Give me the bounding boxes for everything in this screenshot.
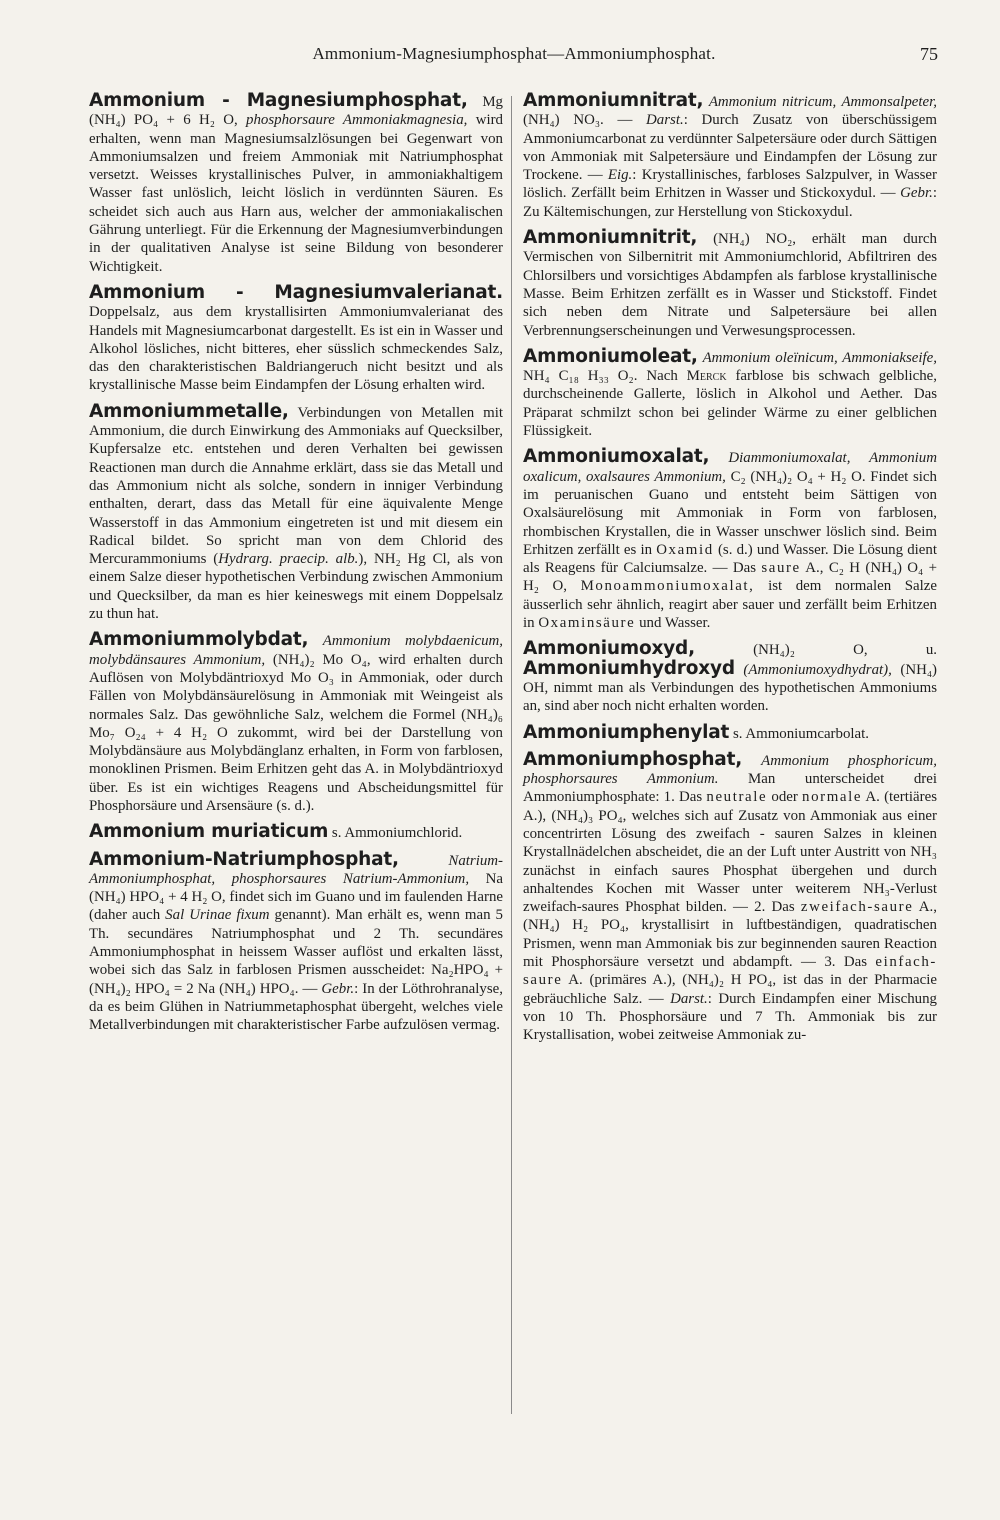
headword: Ammoniumnitrat, — [523, 90, 704, 111]
entry-text: Verbindungen von Metallen mit Ammonium, die durch Einwirkung des Ammoniaks auf Quecksilber, Kupfersalze etc. entstehen und deren Verhalten bei gewissen Reactionen man durch die Annahme erklärt, dass sie das Metall und das Ammonium nicht als solche, sondern in inniger Verbindung enthalten, derart, dass das Metall für eine äquivalente Menge Wasserstoff in das Ammonium eingetreten ist und mit diesem ein Radical bildet. So spricht man von dem Chlorid des Mercurammoniums ( — [89, 404, 503, 568]
entry-text: Nach — [646, 368, 678, 385]
synonym: Ammonium molybdaenicum, molybdänsaures Ammonium, — [89, 633, 503, 668]
entry-text: A., C₂ H (NH₄) O₄ + H₂ O, — [523, 560, 937, 595]
headword: Ammonium-Natriumphosphat, — [89, 848, 399, 870]
entry-text: ), NH₂ Hg Cl, als von einem Salze dieser hypothetischen Verbindung zwischen Ammonium und Quecksilber, da man es hier keineswegs mit einem Doppelsalz zu thun hat. — [89, 551, 503, 623]
headword: Ammoniumphenylat — [523, 721, 730, 743]
label-darst: Darst. — [646, 112, 684, 129]
formula: (NH₄)₂ Mo O₄, — [272, 651, 371, 668]
entry-text: A., (NH₄) H₂ PO₄, krystallisirt in luftbeständigen, quadratischen Prismen, wenn man Ammoniak bis zur beginnenden sauren Reaction mit Phosphorsäure versetzt und abdampft. — 3. Das — [523, 899, 937, 971]
spaced-term: zweifach-saure — [800, 899, 914, 916]
entry-ammonium-natriumphosphat — [89, 848, 504, 1035]
entry-text: : Zu Kältemischungen, zur Herstellung von Stickoxydul. — [523, 185, 937, 220]
synonym: Ammonium oleïnicum, Ammoniakseife, — [702, 349, 937, 366]
entry-text: s. Ammoniumchlorid. — [331, 825, 463, 842]
entry-ammonium-magnesiumvalerianat — [89, 281, 503, 395]
spaced-term: neutrale — [706, 789, 768, 806]
headword-secondary: Ammoniumhydroxyd — [523, 657, 735, 679]
spaced-term: normale — [802, 789, 863, 806]
headword: Ammoniumnitrit, — [523, 227, 698, 249]
headword: Ammoniumoleat, — [523, 345, 698, 367]
spaced-term: einfach-saure — [523, 954, 937, 989]
label-eig: Eig. — [607, 167, 633, 184]
synonym: Ammonium nitricum, Ammonsalpeter, — [708, 94, 937, 110]
column-divider — [511, 96, 512, 1414]
entry-ammoniumphenylat — [523, 721, 937, 743]
formula: C₂ (NH₄)₂ O₄ + H₂ O. — [730, 468, 866, 485]
running-head — [90, 44, 938, 74]
entry-ammoniumnitrit — [523, 229, 937, 340]
entry-text: oder — [771, 789, 798, 806]
right-column — [523, 92, 937, 1053]
spaced-term: Oxamid — [656, 541, 714, 558]
entry-text: wird erhalten, wenn man Magnesiumsalzlösungen bei Gegenwart von Ammoniumsalzen und freiem Ammoniak mit Natriumphosphat versetzt. Weisses krystallinisches Pulver, in ammoniakhaltigem Wasser fast unlöslich, leicht löslich in verdünnten Säuren. Es scheidet sich auch aus Harn aus, welcher der ammoniakalischen Gährung unterliegt. Für die Erkennung der Magnesiumverbindungen in der qualitativen Analyse ist seine Bildung von besonderer Wichtigkeit. — [89, 112, 503, 275]
label-darst: Darst. — [670, 990, 708, 1007]
entry-text: erhält man durch Vermischen von Silbernitrit mit Ammoniumchlorid, Abfiltriren des Chlorsilbers und vorsichtiges Abdampfen als farblose krystallinische Masse. Beim Erhitzen zerfällt es in Wasser und Stickstoff. Findet sich neben dem Nitrate und Salpetersäure bei allen Verbrennungserscheinungen und Verwesungsprocessen. — [523, 231, 937, 339]
entry-text: : Krystallinisches, farbloses Salzpulver, in Wasser löslich. Zerfällt beim Erhitzen in Wasser und Stickoxydul. — — [523, 167, 937, 202]
entry-text: s. Ammoniumcarbolat. — [732, 725, 870, 742]
left-column — [89, 92, 503, 1043]
entry-ammoniummetalle — [89, 400, 503, 624]
entry-ammoniumoleat — [523, 345, 937, 440]
joiner: u. — [925, 642, 937, 659]
headword: Ammonium - Magnesiumphosphat, — [89, 90, 468, 111]
latin-term: Sal Urinae fixum — [165, 907, 270, 924]
spaced-term: saure — [761, 560, 801, 577]
synonym: Ammonium phosphoricum, phosphorsaures Ammonium. — [523, 752, 937, 788]
entry-ammoniumoxyd — [523, 640, 937, 715]
formula: (NH₄) OH, — [523, 661, 937, 696]
entry-ammoniummolybdat — [89, 631, 503, 815]
entry-ammonium-magnesiumphosphat — [89, 92, 503, 276]
entry-text: und Wasser. — [639, 615, 711, 632]
entry-text: Findet sich im peruanischen Guano und entsteht beim Sättigen von Oxalsäurelösung mit Ammoniak in Form von farblosen, rhombischen Krystallen, die in Wasser unschwer löslich sind. Beim Erhitzen zerfällt es in — [523, 468, 937, 558]
entry-text: (s. d.) und Wasser. Die Lösung dient als Reagens für Calciumsalze. — Das — [523, 541, 937, 577]
headword: Ammonium muriaticum — [89, 821, 329, 843]
formula: (NH₄)₂ O, — [753, 642, 868, 659]
spaced-term: Oxaminsäure — [538, 615, 636, 632]
entry-text: farblose bis schwach gelbliche, durchscheinende Gallerte, löslich in Alkohol und Aether. Das Präparat schmilzt schon bei gelinder Wärme zu einer gelblichen Flüssigkeit. — [523, 368, 937, 440]
formula: (NH₄) NO₃. — — [523, 112, 633, 129]
spaced-term: Monoammoniumoxalat, — [580, 578, 755, 595]
synonym: Diammoniumoxalat, Ammonium oxalicum, oxalsaures Ammonium, — [523, 450, 937, 485]
headword: Ammoniummolybdat, — [89, 629, 309, 651]
entry-text: nimmt man als Verbindungen des hypothetischen Ammoniums an, sind aber noch nicht erhalten worden. — [523, 679, 937, 715]
latin-term: Hydrarg. praecip. alb. — [218, 551, 359, 568]
page-number: 75 — [920, 44, 938, 64]
entry-text: wird erhalten durch Auflösen von Molybdäntrioxyd Mo O₃ in Ammoniak, oder durch Fällen von Molybdänsäurelösung in Ammoniak mit Weingeist als normales Salz. Das gewöhnliche Salz, welchem die Formel (NH₄)₆ Mo₇ O₂₄ + 4 H₂ O zukommt, wird bei der Darstellung von Molybdänsäure aus Molybdänglanz erhalten, in Form von farblosen, monoklinen Prismen. Beim Erhitzen geht das A. in Molybdäntrioxyd über. Es ist ein wichtiges Reagens und Abscheidungsmittel für Phosphorsäure und Arsensäure (s. d.). — [89, 651, 503, 814]
running-title: Ammonium-Magnesiumphosphat—Ammoniumphosphat. — [312, 44, 716, 63]
entry-ammoniumphosphat — [523, 748, 937, 1045]
entry-text: Man unterscheidet drei Ammoniumphosphate: 1. Das — [523, 771, 937, 806]
entry-text: : In der Löthrohranalyse, da es beim Glühen in Natriummetaphosphat übergeht, welches viele Metallverbindungen mit charakteristischer Farbe aufzulösen vermag. — [89, 980, 503, 1034]
entry-text: : Durch Zusatz von überschüssigem Ammoniumcarbonat zu verdünnter Salpetersäure oder durch Sättigen von Ammoniak mit Salpetersäure und Eindampfen der Lösung zur Trockene. — — [523, 112, 937, 184]
entry-text: A. (primäres A.), (NH₄)₂ H PO₄, ist das in der Pharmacie gebräuchliche Salz. — — [523, 972, 937, 1007]
entry-ammoniumoxalat — [523, 448, 937, 632]
author-name: Merck — [686, 368, 727, 385]
headword: Ammoniumphosphat, — [523, 748, 743, 770]
entry-text: A. (tertiäres A.), (NH₄)₃ PO₄, welches sich auf Zusatz von Ammoniak aus einer concentrirten Lösung des zweifach - sauren Salzes in kleinen Krystallnädelchen abscheidet, die an der Luft unter Austritt von NH₃ zunächst in einfach saures Phosphat übergehen und durch anhaltendes Kochen mit Wasser unter weiterem NH₃-Verlust zweifach-saures Phosphat bilden. — 2. Das — [523, 789, 937, 916]
synonym: phosphorsaure Ammoniakmagnesia, — [246, 112, 468, 129]
formula: Mg (NH₄) PO₄ + 6 H₂ O, — [89, 94, 503, 129]
entry-text: : Durch Eindampfen einer Mischung von 10 Th. Phosphorsäure und 7 Th. Ammoniak bis zur Krystallisation, wobei zeitweise Ammoniak zu- — [523, 990, 937, 1044]
formula: (NH₄) NO₂, — [713, 231, 796, 248]
headword: Ammoniumoxalat, — [523, 446, 710, 468]
entry-text: Na (NH₄) HPO₄ + 4 H₂ O, findet sich im Guano und im faulenden Harne (daher auch — [89, 870, 503, 924]
label-gebr: Gebr. — [321, 980, 355, 997]
entry-text: ist dem normalen Salze äusserlich sehr ähnlich, reagirt aber sauer und zerfällt beim Erhitzen in — [523, 578, 937, 632]
entry-text: genannt). Man erhält es, wenn man 5 Th. secundäres Natriumphosphat und 2 Th. secundäres Ammoniumphosphat in heissem Wasser auflöst und erkalten lässt, wobei sich das Salz in farblosen Prismen ausscheidet: Na₂HPO₄ + (NH₄)₂ HPO₄ = 2 Na (NH₄) HPO₄. — — [89, 907, 504, 997]
entry-ammoniumnitrat — [523, 92, 937, 221]
synonym: Natrium-Ammoniumphosphat, phosphorsaures Natrium-Ammonium, — [89, 852, 503, 887]
headword: Ammoniummetalle, — [89, 400, 289, 422]
label-gebr: Gebr. — [900, 185, 933, 202]
entry-text: Doppelsalz, aus dem krystallisirten Ammoniumvalerianat des Handels mit Magnesiumcarbonat dargestellt. Es ist ein in Wasser und Alkohol lösliches, nicht bitteres, eher süsslich schmeckendes Salz, das den charakteristischen Baldriangeruch nicht besitzt und als krystallinische Masse beim Eindampfen der Lösung erhalten wird. — [89, 304, 503, 394]
headword: Ammoniumoxyd, — [523, 638, 695, 660]
headword: Ammonium - Magnesiumvalerianat. — [89, 281, 503, 303]
synonym: (Ammoniumoxydhydrat), — [743, 661, 892, 678]
entry-ammonium-muriaticum — [89, 823, 503, 842]
formula: NH₄ C₁₈ H₃₃ O₂. — [523, 368, 638, 385]
